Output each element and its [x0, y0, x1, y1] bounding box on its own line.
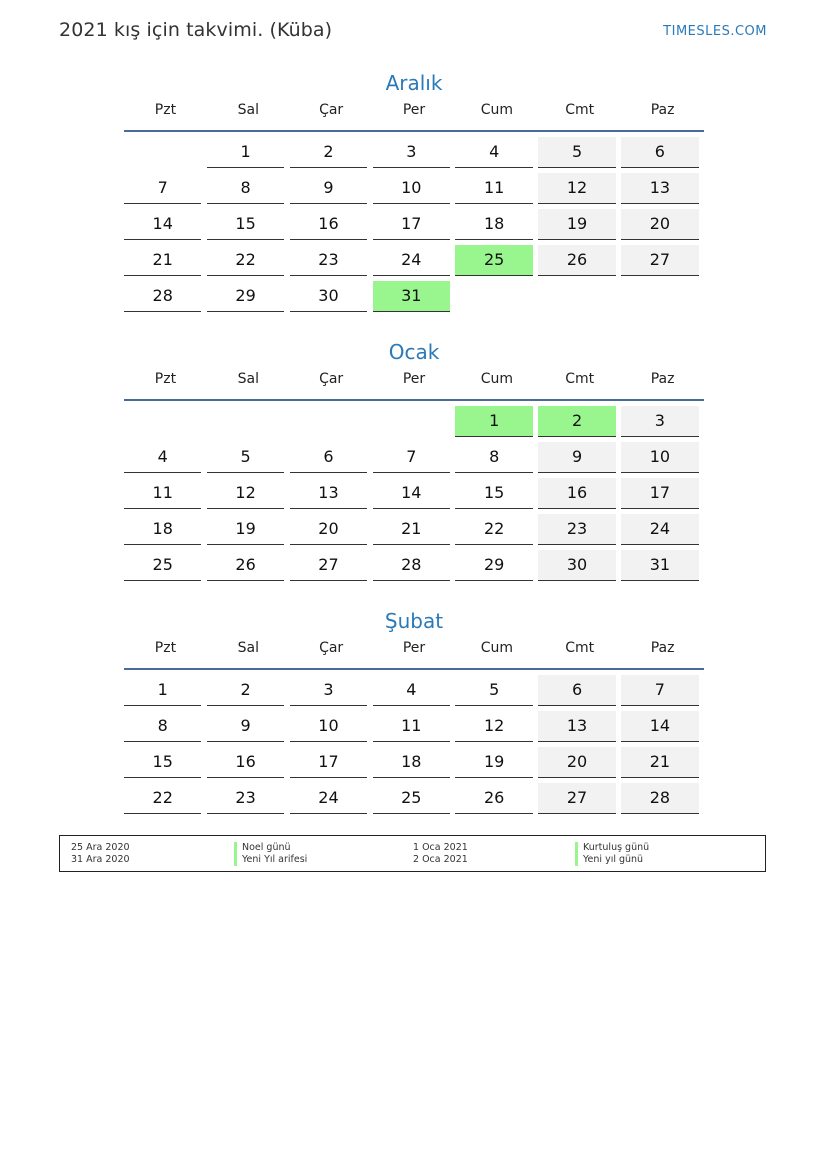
day-cell: 14 — [124, 209, 201, 240]
month-0 — [124, 68, 704, 317]
week-grid — [124, 675, 704, 819]
legend-holiday-name: Yeni Yıl arifesi — [234, 854, 307, 866]
day-cell: 24 — [290, 783, 367, 814]
month-1 — [124, 337, 704, 586]
legend-date: 2 Oca 2021 — [413, 854, 468, 865]
weekday-label: Paz — [650, 371, 675, 387]
holiday-legend — [59, 835, 766, 872]
weekday-label: Pzt — [154, 371, 177, 387]
day-cell: 6 — [621, 137, 698, 168]
day-cell: 25 — [124, 550, 201, 581]
day-cell: 5 — [538, 137, 615, 168]
weekday-label: Cum — [480, 371, 514, 387]
legend-holiday-name: Noel günü — [234, 842, 307, 854]
day-cell: 13 — [538, 711, 615, 742]
day-cell: 17 — [373, 209, 450, 240]
day-cell: 30 — [290, 281, 367, 312]
day-cell: 26 — [538, 245, 615, 276]
day-cell: 17 — [290, 747, 367, 778]
day-cell: 11 — [373, 711, 450, 742]
day-cell: 1 — [455, 406, 532, 437]
legend-names-col-2 — [575, 842, 649, 866]
day-cell: 4 — [373, 675, 450, 706]
week-row — [124, 747, 704, 783]
day-cell: 25 — [373, 783, 450, 814]
day-cell: 6 — [290, 442, 367, 473]
day-cell: 18 — [373, 747, 450, 778]
empty-day-cell — [373, 406, 450, 436]
day-cell: 21 — [621, 747, 698, 778]
week-row — [124, 406, 704, 442]
empty-day-cell — [538, 281, 615, 311]
day-cell: 2 — [538, 406, 615, 437]
day-cell: 23 — [290, 245, 367, 276]
day-cell: 11 — [455, 173, 532, 204]
month-name: Ocak — [388, 340, 440, 364]
weekday-header — [124, 367, 704, 401]
day-cell: 3 — [621, 406, 698, 437]
legend-dates-col-1 — [71, 842, 130, 866]
day-cell: 15 — [207, 209, 284, 240]
day-cell: 9 — [538, 442, 615, 473]
day-cell: 19 — [455, 747, 532, 778]
empty-day-cell — [621, 281, 698, 311]
day-cell: 6 — [538, 675, 615, 706]
legend-holiday-name: Yeni yıl günü — [575, 854, 649, 866]
week-row — [124, 245, 704, 281]
week-row — [124, 442, 704, 478]
week-row — [124, 514, 704, 550]
weekday-label: Cum — [480, 640, 514, 656]
page-title: 2021 kış için takvimi. (Küba) — [59, 19, 333, 41]
day-cell: 28 — [621, 783, 698, 814]
day-cell: 12 — [455, 711, 532, 742]
day-cell: 2 — [207, 675, 284, 706]
day-cell: 8 — [124, 711, 201, 742]
day-cell: 24 — [621, 514, 698, 545]
week-row — [124, 209, 704, 245]
weekday-label: Per — [402, 102, 426, 118]
week-row — [124, 478, 704, 514]
weekday-label: Çar — [319, 371, 344, 387]
week-row — [124, 173, 704, 209]
day-cell: 7 — [621, 675, 698, 706]
weekday-label: Cmt — [565, 102, 595, 118]
day-cell: 22 — [124, 783, 201, 814]
legend-date: 25 Ara 2020 — [71, 842, 130, 853]
day-cell: 2 — [290, 137, 367, 168]
weekday-label: Cum — [480, 102, 514, 118]
weekday-label: Paz — [650, 102, 675, 118]
day-cell: 4 — [124, 442, 201, 473]
day-cell: 10 — [621, 442, 698, 473]
day-cell: 9 — [290, 173, 367, 204]
legend-names-col-1 — [234, 842, 307, 866]
day-cell: 8 — [455, 442, 532, 473]
day-cell: 23 — [207, 783, 284, 814]
day-cell: 12 — [538, 173, 615, 204]
day-cell: 29 — [207, 281, 284, 312]
weekday-label: Sal — [237, 102, 259, 118]
weekday-label: Pzt — [154, 640, 177, 656]
day-cell: 1 — [124, 675, 201, 706]
week-row — [124, 281, 704, 317]
day-cell: 18 — [455, 209, 532, 240]
legend-holiday-name: Kurtuluş günü — [575, 842, 649, 854]
day-cell: 5 — [455, 675, 532, 706]
day-cell: 26 — [455, 783, 532, 814]
day-cell: 12 — [207, 478, 284, 509]
day-cell: 31 — [373, 281, 450, 312]
day-cell: 1 — [207, 137, 284, 168]
weekday-label: Per — [402, 371, 426, 387]
day-cell: 18 — [124, 514, 201, 545]
day-cell: 20 — [290, 514, 367, 545]
day-cell: 9 — [207, 711, 284, 742]
day-cell: 17 — [621, 478, 698, 509]
day-cell: 8 — [207, 173, 284, 204]
day-cell: 26 — [207, 550, 284, 581]
day-cell: 24 — [373, 245, 450, 276]
day-cell: 31 — [621, 550, 698, 581]
day-cell: 7 — [373, 442, 450, 473]
month-2 — [124, 606, 704, 819]
day-cell: 14 — [373, 478, 450, 509]
weekday-header — [124, 636, 704, 670]
day-cell: 15 — [124, 747, 201, 778]
day-cell: 16 — [538, 478, 615, 509]
legend-date: 31 Ara 2020 — [71, 854, 130, 865]
weekday-label: Per — [402, 640, 426, 656]
day-cell: 29 — [455, 550, 532, 581]
day-cell: 21 — [124, 245, 201, 276]
day-cell: 3 — [290, 675, 367, 706]
day-cell: 20 — [621, 209, 698, 240]
weekday-label: Cmt — [565, 371, 595, 387]
brand-link[interactable]: TIMESLES.COM — [663, 24, 767, 39]
day-cell: 4 — [455, 137, 532, 168]
day-cell: 25 — [455, 245, 532, 276]
day-cell: 20 — [538, 747, 615, 778]
week-row — [124, 550, 704, 586]
month-name: Aralık — [385, 71, 443, 95]
week-grid — [124, 406, 704, 586]
day-cell: 28 — [373, 550, 450, 581]
legend-dates-col-2 — [413, 842, 468, 866]
day-cell: 3 — [373, 137, 450, 168]
day-cell: 10 — [373, 173, 450, 204]
week-row — [124, 675, 704, 711]
empty-day-cell — [207, 406, 284, 436]
day-cell: 19 — [207, 514, 284, 545]
day-cell: 10 — [290, 711, 367, 742]
month-name: Şubat — [384, 609, 444, 633]
day-cell: 13 — [290, 478, 367, 509]
day-cell: 13 — [621, 173, 698, 204]
day-cell: 27 — [290, 550, 367, 581]
weekday-label: Sal — [237, 371, 259, 387]
day-cell: 21 — [373, 514, 450, 545]
day-cell: 16 — [207, 747, 284, 778]
weekday-label: Pzt — [154, 102, 177, 118]
day-cell: 27 — [538, 783, 615, 814]
weekday-label: Sal — [237, 640, 259, 656]
empty-day-cell — [290, 406, 367, 436]
week-grid — [124, 137, 704, 317]
day-cell: 30 — [538, 550, 615, 581]
day-cell: 28 — [124, 281, 201, 312]
day-cell: 22 — [455, 514, 532, 545]
empty-day-cell — [124, 137, 201, 167]
day-cell: 16 — [290, 209, 367, 240]
week-row — [124, 783, 704, 819]
weekday-label: Çar — [319, 102, 344, 118]
empty-day-cell — [124, 406, 201, 436]
weekday-header — [124, 98, 704, 132]
weekday-label: Çar — [319, 640, 344, 656]
day-cell: 11 — [124, 478, 201, 509]
legend-date: 1 Oca 2021 — [413, 842, 468, 853]
weekday-label: Cmt — [565, 640, 595, 656]
day-cell: 19 — [538, 209, 615, 240]
day-cell: 23 — [538, 514, 615, 545]
day-cell: 14 — [621, 711, 698, 742]
day-cell: 22 — [207, 245, 284, 276]
day-cell: 5 — [207, 442, 284, 473]
week-row — [124, 137, 704, 173]
week-row — [124, 711, 704, 747]
weekday-label: Paz — [650, 640, 675, 656]
day-cell: 15 — [455, 478, 532, 509]
day-cell: 27 — [621, 245, 698, 276]
empty-day-cell — [455, 281, 532, 311]
day-cell: 7 — [124, 173, 201, 204]
